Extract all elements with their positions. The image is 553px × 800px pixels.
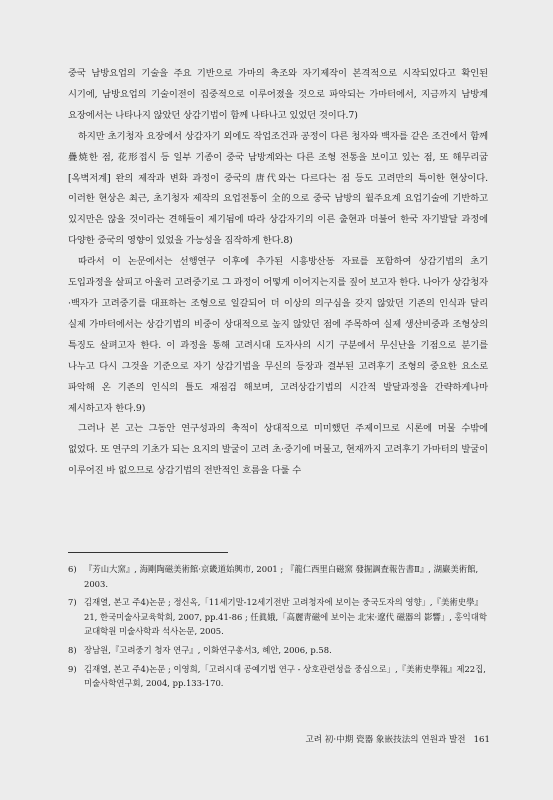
footnote-divider [68,552,228,553]
running-title: 고려 初·中期 瓷器 象嵌技法의 연원과 발전 [305,735,466,745]
page-number: 161 [473,735,490,745]
paragraph-4: 그러나 본 고는 그동안 연구성과의 축적이 상대적으로 미미했던 주제이므로 시론에 머물 수밖에 없었다. 또 연구의 기초가 되는 요지의 발굴이 고려 초·중기에 머물고, 현재까지 고려후기 가마터의 발굴이 이루어진 바 없으므로 상감기법의 전반적인 흐름을 다룰 수 [68,423,488,477]
footnote-6 [68,562,488,591]
footnote-8 [68,643,488,658]
footnote-number: 8) [68,644,77,655]
footnote-number: 7) [68,597,77,608]
footnote-7 [68,595,488,639]
paragraph-2: 하지만 초기청자 요장에서 상감자기 외에도 작업조건과 공정이 다른 청자와 백자를 같은 조건에서 함께 疊焼한 점, 花形접시 등 일부 기종이 중국 남방계와는 다른 조형 전통을 보이고 있는 점, 또 해무리굽[옥벽저계] 완의 제작과 변화 과정이 중국의 唐代와는 다르다는 점 등도 고려만의 특이한 현상이다. 이러한 현상은 최근, 초기청자 제작의 요업전통이 全的으로 중국 남방의 월주요계 요업기술에 기반하고 있지만은 않을 것이라는 견해들이 제기됨에 따라 상감자기의 이른 출현과 더불어 한국 자기발달 과정에 다양한 중국의 영향이 있었을 가능성을 짐작하게 한다.8) [68,130,488,247]
footnote-number: 9) [68,663,77,674]
footnote-text: 김재열, 본고 주4)논문 ; 정신옥,「11세기말-12세기전반 고려청자에 보이는 중국도자의 영향」,『美術史學』21, 한국미술사교육학회, 2007, pp.41-86 ; 任眞娥,「高麗靑磁에 보이는 北宋·遼代 磁器의 影響」, 홍익대학교대학원 미술사학과 석사논문, 2005. [84,597,487,637]
paragraph-1: 중국 남방요업의 기술을 주요 기반으로 가마의 축조와 자기제작이 본격적으로 시작되었다고 확인된 시기에, 남방요업의 기술이전이 집중적으로 이루어졌을 것으로 파악되는 가마터에서, 지금까지 남방계 요장에서는 나타나지 않았던 상감기법이 함께 나타나고 있었던 것이다.7) [68,68,488,121]
footnote-text: 『芳山大窯』, 海剛陶磁美術館·京畿道始興市, 2001 ; 『龍仁西里白磁窯 發掘調査報告書Ⅱ』, 湖巖美術館, 2003. [84,564,479,589]
footnote-list [68,562,488,695]
footnote-number: 6) [68,564,77,574]
footnote-9 [68,662,488,691]
footnote-text: 김재열, 본고 주4)논문 ; 이영희,「고려시대 공예기법 연구 - 상호관련성을 중심으로」,『美術史學報』제22집, 미술사학연구회, 2004, pp.133-170. [84,663,486,689]
footnote-text: 장남원,『고려중기 청자 연구』, 이화연구총서3, 혜안, 2006, p.58. [84,644,332,655]
main-text [68,64,488,482]
paragraph-3: 따라서 이 논문에서는 선행연구 이후에 추가된 시흥방산동 자료를 포함하여 상감기법의 초기 도입과정을 살피고 아울러 고려중기로 그 과정이 어떻게 이어지는지를 짚어 보고자 한다. 나아가 상감청자·백자가 고려중기를 대표하는 조형으로 일갈되어 더 이상의 의구심을 갖지 않았던 기존의 인식과 달리 실제 가마터에서는 상감기법의 비중이 상대적으로 높지 않았던 점에 주목하여 실제 생산비중과 조형상의 특징도 살펴고자 한다. 이 과정을 통해 고려시대 도자사의 시기 구분에서 무신난을 기점으로 분기를 나누고 다시 그것을 기준으로 자기 상감기법을 무신의 등장과 결부된 고려후기 조형의 중요한 요소로 파악해 온 기존의 인식의 틀도 재점검 해보며, 고려상감기법의 시간적 발달과정을 간략하게나마 제시하고자 한다.9) [68,256,488,414]
running-footer [266,733,490,745]
